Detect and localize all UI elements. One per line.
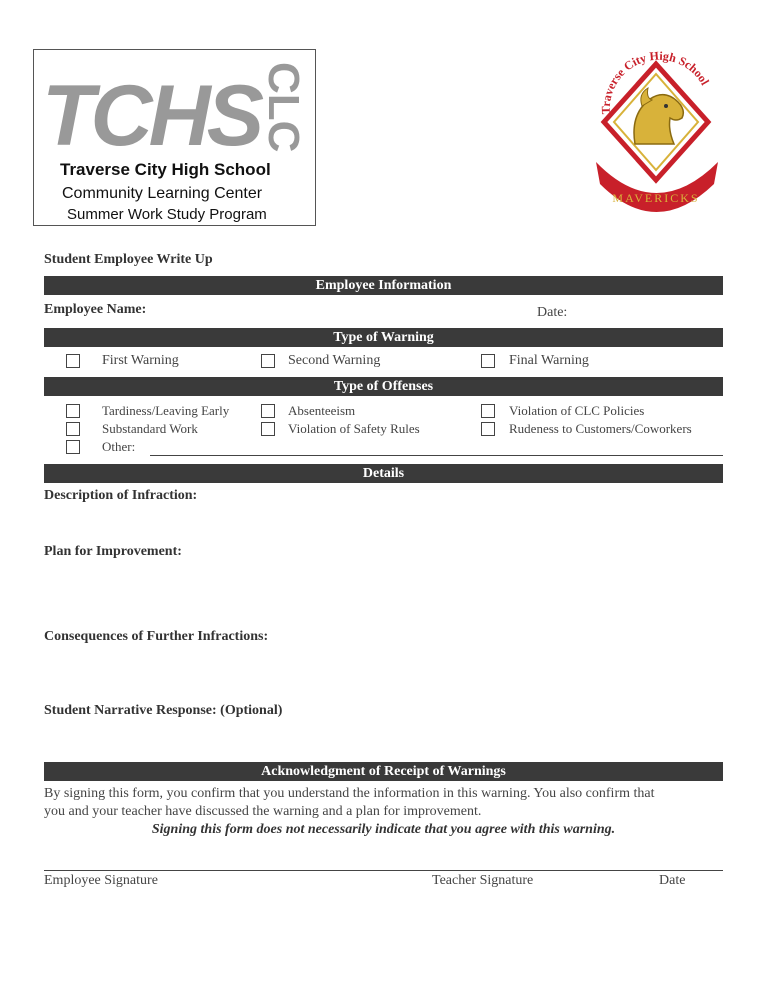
tchs-logo-graphic <box>34 50 315 225</box>
checkbox-safety-rules[interactable] <box>261 422 275 436</box>
section-type-of-offenses: Type of Offenses <box>44 377 723 396</box>
date-label: Date: <box>537 305 568 320</box>
label-tardiness: Tardiness/Leaving Early <box>102 403 230 418</box>
ack-emphasis: Signing this form does not necessarily indicate that you agree with this warning. <box>151 822 616 837</box>
logo-side-letters: CLC <box>259 62 308 153</box>
crest-banner-text: MAVERICKS <box>612 191 700 205</box>
checkbox-first-warning[interactable] <box>66 354 80 368</box>
form-title: Student Employee Write Up <box>44 252 213 267</box>
label-safety-rules: Violation of Safety Rules <box>288 421 420 436</box>
label-rudeness: Rudeness to Customers/Coworkers <box>509 421 692 436</box>
checkbox-absenteeism[interactable] <box>261 404 275 418</box>
employee-name-label: Employee Name: <box>44 302 147 317</box>
label-substandard-work: Substandard Work <box>102 421 198 436</box>
label-final-warning: Final Warning <box>509 353 589 368</box>
tchs-clc-logo <box>33 49 316 226</box>
label-absenteeism: Absenteeism <box>288 403 356 418</box>
section-acknowledgment: Acknowledgment of Receipt of Warnings <box>44 762 723 781</box>
section-details: Details <box>44 464 723 483</box>
checkbox-tardiness[interactable] <box>66 404 80 418</box>
logo-big-letters: TCHS <box>42 68 261 164</box>
teacher-signature-label: Teacher Signature <box>432 873 534 888</box>
section-type-of-warning: Type of Warning <box>44 328 723 347</box>
logo-line2: Community Learning Center <box>62 185 263 202</box>
logo-line1: Traverse City High School <box>60 160 271 179</box>
label-clc-policies: Violation of CLC Policies <box>509 403 645 418</box>
checkbox-clc-policies[interactable] <box>481 404 495 418</box>
plan-label: Plan for Improvement: <box>44 544 182 559</box>
checkbox-rudeness[interactable] <box>481 422 495 436</box>
ack-text-line1: By signing this form, you confirm that you understand the information in this warning. You also confirm that <box>44 786 655 801</box>
section-employee-info: Employee Information <box>44 276 723 295</box>
logo-line3: Summer Work Study Program <box>67 206 267 223</box>
checkbox-second-warning[interactable] <box>261 354 275 368</box>
checkbox-other[interactable] <box>66 440 80 454</box>
crest-graphic <box>590 44 725 224</box>
label-first-warning: First Warning <box>102 353 179 368</box>
narrative-label: Student Narrative Response: (Optional) <box>44 703 283 718</box>
signature-line[interactable] <box>44 870 723 871</box>
mavericks-crest <box>590 44 725 224</box>
crest-top-text: Traverse City High School <box>598 48 713 115</box>
signature-date-label: Date <box>659 873 686 888</box>
label-other: Other: <box>102 439 136 454</box>
ack-text-line2: you and your teacher have discussed the warning and a plan for improvement. <box>44 804 482 819</box>
consequences-label: Consequences of Further Infractions: <box>44 629 269 644</box>
other-input-line[interactable] <box>150 455 723 456</box>
checkbox-final-warning[interactable] <box>481 354 495 368</box>
label-second-warning: Second Warning <box>288 353 381 368</box>
employee-signature-label: Employee Signature <box>44 873 158 888</box>
description-label: Description of Infraction: <box>44 488 198 503</box>
checkbox-substandard-work[interactable] <box>66 422 80 436</box>
